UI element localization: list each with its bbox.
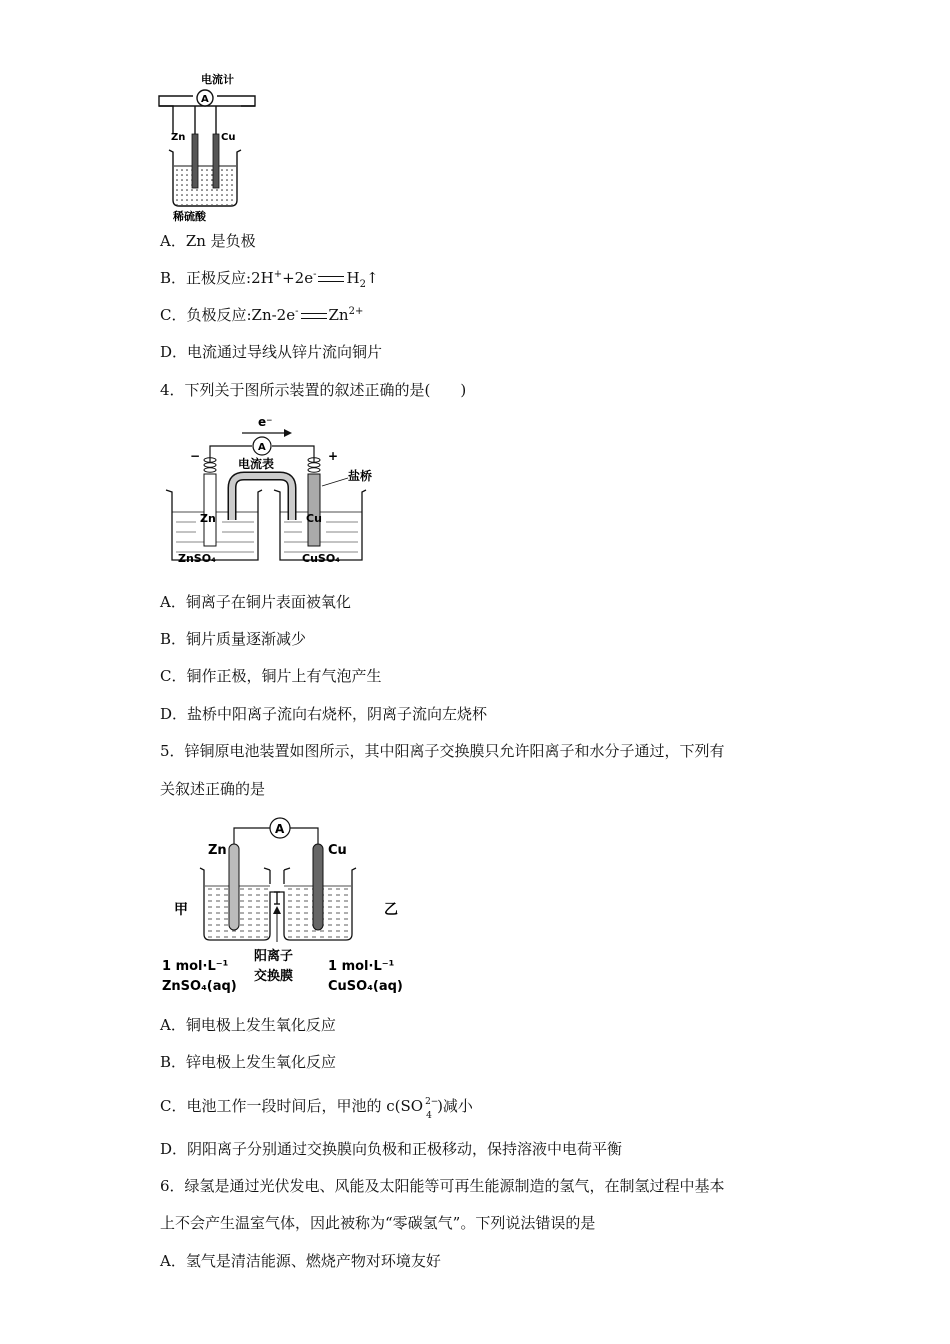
- q4-option-a: A．铜离子在铜片表面被氧化: [160, 593, 351, 611]
- q3-option-b: B．正极反应:2H++2e- $H_2↑$: [160, 269, 379, 290]
- salt-bridge-label: 盐桥: [348, 469, 372, 483]
- znso4-label: ZnSO₄: [178, 552, 216, 565]
- figure-salt-bridge-cell: [162, 412, 372, 570]
- q4-option-c: C．铜作正极，铜片上有气泡产生: [160, 667, 382, 685]
- meter-label: 电流表: [238, 457, 275, 471]
- q5-option-c: C．电池工作一段时间后，甲池的 c(SO 2− 4 )减小: [160, 1097, 473, 1121]
- q6-stem-line1: 6．绿氢是通过光伏发电、风能及太阳能等可再生能源制造的氢气，在制氢过程中基本: [160, 1177, 725, 1195]
- q3-option-c: C．负极反应:Zn-2e- $Zn^{2+}$: [160, 306, 364, 324]
- left-solution-label: ZnSO₄(aq): [162, 979, 237, 994]
- cell-yi-label: 乙: [384, 902, 398, 918]
- cuso4-label: CuSO₄: [302, 552, 340, 565]
- meter-label: 电流计: [201, 73, 234, 86]
- cu-label: Cu: [306, 512, 322, 525]
- equals-sign: [318, 276, 344, 282]
- q3-option-a: A．Zn 是负极: [160, 232, 256, 250]
- q5-option-a: A．铜电极上发生氧化反应: [160, 1016, 336, 1034]
- right-solution-label: CuSO₄(aq): [328, 979, 403, 994]
- q6-option-a: A．氢气是清洁能源、燃烧产物对环境友好: [160, 1252, 441, 1270]
- zn-label: Zn: [208, 843, 227, 858]
- right-conc-label: 1 mol·L⁻¹: [328, 959, 395, 974]
- q3-option-d: D．电流通过导线从锌片流向铜片: [160, 343, 383, 361]
- q4-stem: 4．下列关于图所示装置的叙述正确的是( ): [160, 381, 467, 399]
- ammeter-label: A: [275, 822, 285, 836]
- zn-label: Zn: [171, 132, 186, 143]
- solution-label: 稀硫酸: [173, 210, 206, 223]
- ammeter-label: A: [201, 94, 209, 105]
- sulfate-charge: 2− 4: [425, 1097, 439, 1121]
- electron-label: e⁻: [258, 415, 273, 429]
- cell-jia-label: 甲: [174, 902, 188, 918]
- q5-option-b: B．锌电极上发生氧化反应: [160, 1053, 337, 1071]
- q4-option-d: D．盐桥中阳离子流向右烧杯，阴离子流向左烧杯: [160, 705, 488, 723]
- zn-label: Zn: [200, 512, 216, 525]
- plus-sign: +: [328, 449, 339, 463]
- membrane-label-2: 交换膜: [254, 969, 294, 984]
- q6-stem-line2: 上不会产生温室气体，因此被称为“零碳氢气”。下列说法错误的是: [160, 1214, 596, 1232]
- q5-stem-line2: 关叙述正确的是: [160, 780, 266, 798]
- cu-label: Cu: [328, 843, 347, 858]
- q5-stem-line1: 5．锌铜原电池装置如图所示，其中阳离子交换膜只允许阳离子和水分子通过，下列有: [160, 742, 725, 760]
- equals-sign: [301, 313, 327, 319]
- q4-option-b: B．铜片质量逐渐减少: [160, 630, 307, 648]
- membrane-label-1: 阳离子: [254, 949, 294, 964]
- minus-sign: −: [190, 449, 201, 463]
- ammeter-label: A: [258, 442, 266, 453]
- q5-option-d: D．阴阳离子分别通过交换膜向负极和正极移动，保持溶液中电荷平衡: [160, 1140, 623, 1158]
- figure-membrane-cell: [160, 814, 420, 998]
- left-conc-label: 1 mol·L⁻¹: [162, 959, 229, 974]
- figure-simple-cell: [155, 68, 265, 228]
- cu-label: Cu: [221, 132, 236, 143]
